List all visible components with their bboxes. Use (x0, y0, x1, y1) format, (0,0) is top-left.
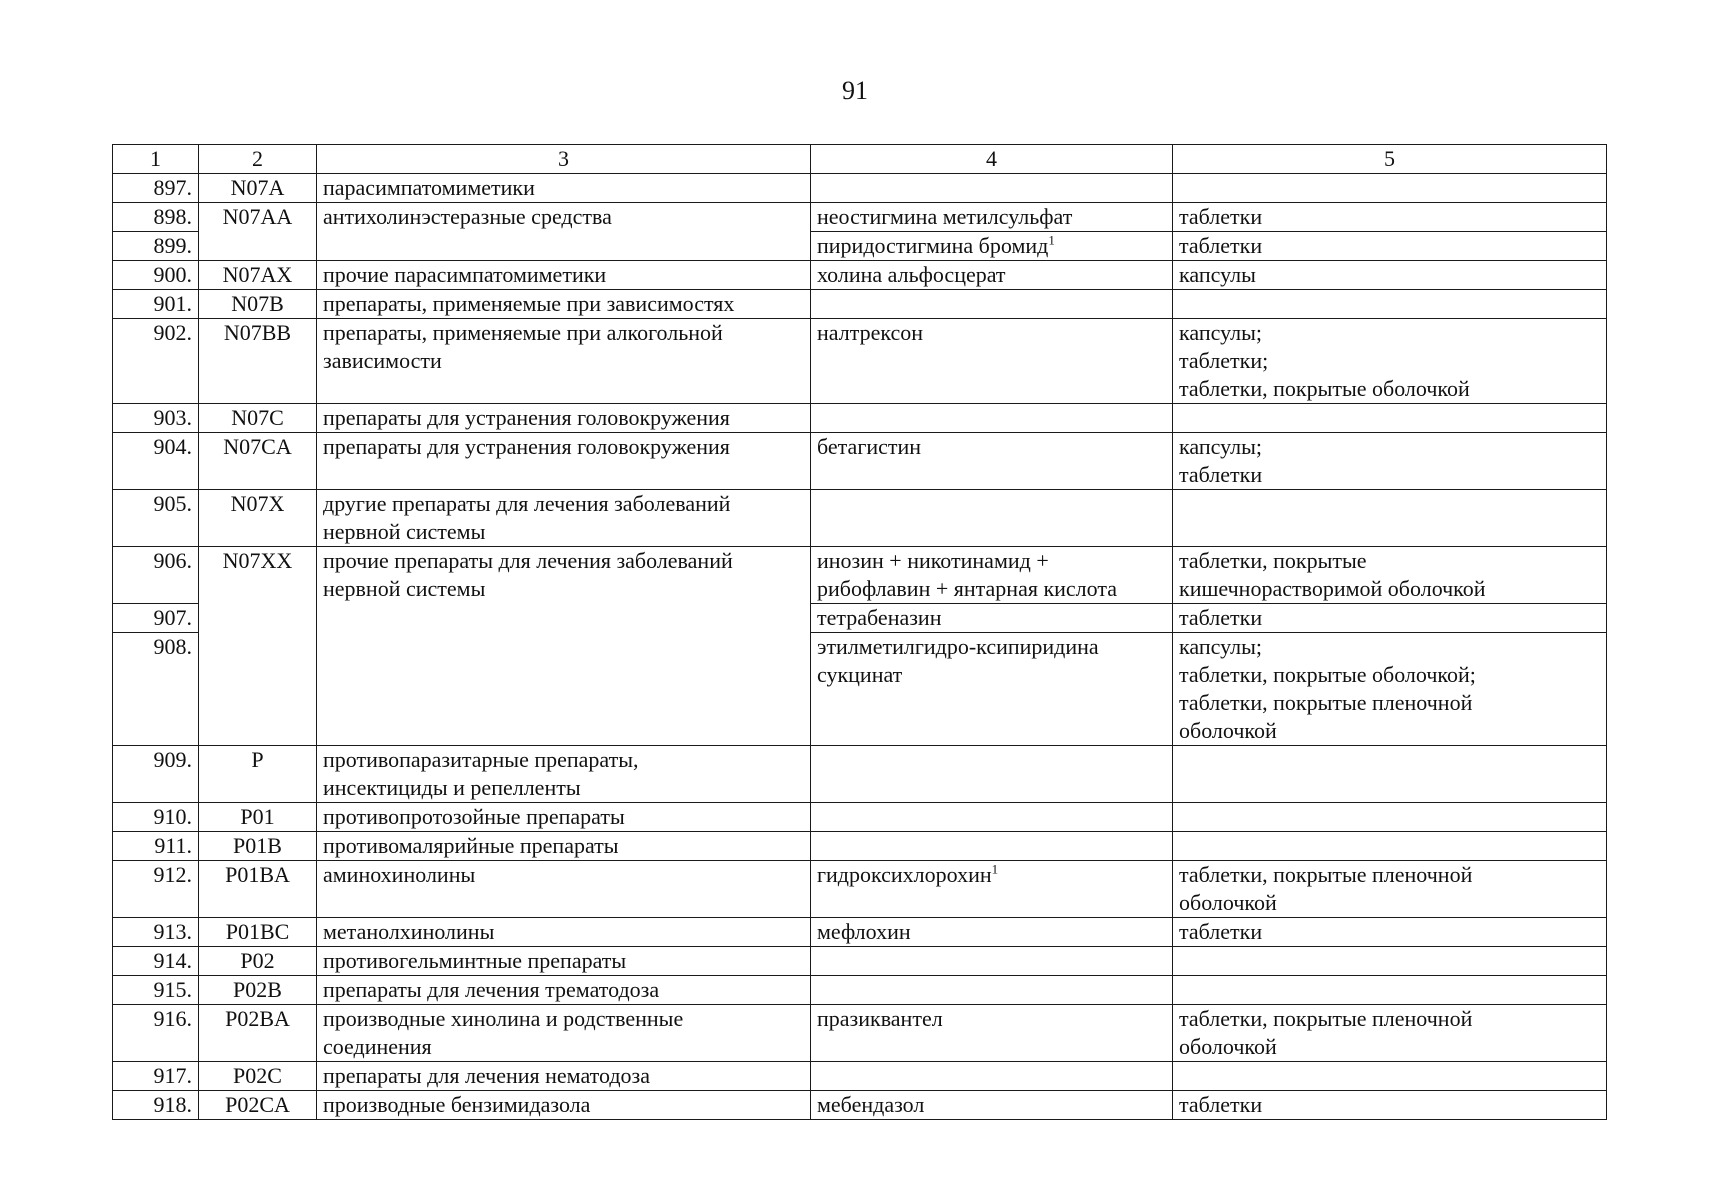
row-number-cell: 905. (113, 490, 199, 547)
row-number-cell: 909. (113, 746, 199, 803)
dosage-form-cell (1173, 1062, 1607, 1091)
drug-name-text: этилметилгидро-ксипиридина сукцинат (817, 634, 1099, 687)
drug-name-text: пиридостигмина бромид (817, 233, 1049, 258)
row-number-cell: 912. (113, 861, 199, 918)
table-row (113, 1005, 1607, 1062)
table-row (113, 832, 1607, 861)
drug-name-cell (811, 1091, 1173, 1120)
pharmacological-group-cell: противопротозойные препараты (317, 803, 811, 832)
pharmacological-group-cell: препараты, применяемые при зависимостях (317, 290, 811, 319)
drug-name-text: инозин + никотинамид + рибофлавин + янтарная кислота (817, 548, 1118, 601)
row-number-cell: 908. (113, 633, 199, 746)
dosage-form-cell: таблетки (1173, 918, 1607, 947)
pharmacological-group-cell: другие препараты для лечения заболеваний нервной системы (317, 490, 811, 547)
table-row (113, 547, 1607, 604)
pharmacological-group-cell: парасимпатомиметики (317, 174, 811, 203)
atc-code-cell: N07BB (199, 319, 317, 404)
table-row (113, 319, 1607, 404)
row-number-cell: 901. (113, 290, 199, 319)
drug-name-cell (811, 404, 1173, 433)
row-number-cell: 899. (113, 232, 199, 261)
column-header-4: 4 (811, 145, 1173, 174)
atc-code-cell: P01BA (199, 861, 317, 918)
row-number-cell: 897. (113, 174, 199, 203)
drug-name-text: холина альфосцерат (817, 262, 1006, 287)
footnote-marker: 1 (1048, 232, 1055, 248)
table-row (113, 947, 1607, 976)
pharmacological-group-cell: противогельминтные препараты (317, 947, 811, 976)
page-number: 91 (842, 76, 868, 105)
dosage-form-cell: таблетки, покрытые кишечнорастворимой оболочкой (1173, 547, 1607, 604)
pharmacological-group-cell: производные бензимидазола (317, 1091, 811, 1120)
dosage-form-cell (1173, 832, 1607, 861)
table-row (113, 203, 1607, 232)
drug-name-cell (811, 319, 1173, 404)
drug-name-text: налтрексон (817, 320, 924, 345)
atc-code-cell: P01B (199, 832, 317, 861)
row-number-cell: 902. (113, 319, 199, 404)
dosage-form-cell (1173, 290, 1607, 319)
row-number-cell: 903. (113, 404, 199, 433)
table-row (113, 261, 1607, 290)
atc-code-cell: P02BA (199, 1005, 317, 1062)
drug-name-cell (811, 174, 1173, 203)
dosage-form-cell: таблетки (1173, 604, 1607, 633)
drug-name-cell (811, 203, 1173, 232)
drug-name-cell (811, 547, 1173, 604)
drug-name-text: тетрабеназин (817, 605, 942, 630)
drug-name-text: бетагистин (817, 434, 922, 459)
pharmacological-group-cell: противопаразитарные препараты, инсектициды и репелленты (317, 746, 811, 803)
atc-code-cell: N07B (199, 290, 317, 319)
column-header-5: 5 (1173, 145, 1607, 174)
atc-code-cell: P01BC (199, 918, 317, 947)
drug-name-text: мебендазол (817, 1092, 925, 1117)
row-number-cell: 911. (113, 832, 199, 861)
row-number-cell: 918. (113, 1091, 199, 1120)
table-row (113, 404, 1607, 433)
table-row (113, 1091, 1607, 1120)
drug-name-cell (811, 861, 1173, 918)
dosage-form-cell (1173, 490, 1607, 547)
table-row (113, 746, 1607, 803)
drug-name-cell (811, 604, 1173, 633)
atc-code-cell: P02CA (199, 1091, 317, 1120)
row-number-cell: 914. (113, 947, 199, 976)
atc-code-cell: P02C (199, 1062, 317, 1091)
drug-name-cell (811, 633, 1173, 746)
pharmacological-group-cell: противомалярийные препараты (317, 832, 811, 861)
dosage-form-cell: таблетки, покрытые пленочной оболочкой (1173, 1005, 1607, 1062)
drug-name-cell (811, 1005, 1173, 1062)
drug-name-text: празиквантел (817, 1006, 943, 1031)
dosage-form-cell: таблетки (1173, 203, 1607, 232)
dosage-form-cell (1173, 976, 1607, 1005)
pharmacological-group-cell: препараты для устранения головокружения (317, 404, 811, 433)
atc-code-cell: N07AA (199, 203, 317, 261)
row-number-cell: 915. (113, 976, 199, 1005)
table-row (113, 290, 1607, 319)
drug-name-cell (811, 803, 1173, 832)
dosage-form-cell (1173, 404, 1607, 433)
dosage-form-cell: таблетки, покрытые пленочной оболочкой (1173, 861, 1607, 918)
row-number-cell: 910. (113, 803, 199, 832)
drug-name-cell (811, 1062, 1173, 1091)
dosage-form-cell: капсулы; таблетки, покрытые оболочкой; таблетки, покрытые пленочной оболочкой (1173, 633, 1607, 746)
column-header-3: 3 (317, 145, 811, 174)
table-row (113, 861, 1607, 918)
row-number-cell: 917. (113, 1062, 199, 1091)
atc-code-cell: N07AX (199, 261, 317, 290)
drug-name-cell (811, 490, 1173, 547)
drug-name-cell (811, 918, 1173, 947)
drug-name-text: гидроксихлорохин (817, 862, 992, 887)
pharmacological-group-cell: прочие парасимпатомиметики (317, 261, 811, 290)
dosage-form-cell: капсулы; таблетки (1173, 433, 1607, 490)
dosage-form-cell: таблетки (1173, 1091, 1607, 1120)
drug-list-table (112, 144, 1607, 1120)
drug-name-cell (811, 232, 1173, 261)
drug-name-cell (811, 261, 1173, 290)
dosage-form-cell (1173, 803, 1607, 832)
table-body (113, 174, 1607, 1120)
dosage-form-cell: таблетки (1173, 232, 1607, 261)
pharmacological-group-cell: прочие препараты для лечения заболеваний нервной системы (317, 547, 811, 746)
atc-code-cell: P02 (199, 947, 317, 976)
column-header-2: 2 (199, 145, 317, 174)
atc-code-cell: N07A (199, 174, 317, 203)
drug-name-cell (811, 832, 1173, 861)
atc-code-cell: P02B (199, 976, 317, 1005)
table-row (113, 433, 1607, 490)
pharmacological-group-cell: препараты, применяемые при алкогольной зависимости (317, 319, 811, 404)
atc-code-cell: P01 (199, 803, 317, 832)
atc-code-cell: N07XX (199, 547, 317, 746)
row-number-cell: 898. (113, 203, 199, 232)
drug-name-cell (811, 976, 1173, 1005)
dosage-form-cell (1173, 746, 1607, 803)
table-header-row (113, 145, 1607, 174)
atc-code-cell: N07CA (199, 433, 317, 490)
drug-name-cell (811, 290, 1173, 319)
footnote-marker: 1 (991, 861, 999, 877)
pharmacological-group-cell: препараты для лечения трематодоза (317, 976, 811, 1005)
column-header-1: 1 (113, 145, 199, 174)
drug-name-cell (811, 433, 1173, 490)
drug-name-cell (811, 746, 1173, 803)
pharmacological-group-cell: производные хинолина и родственные соединения (317, 1005, 811, 1062)
row-number-cell: 907. (113, 604, 199, 633)
table-row (113, 918, 1607, 947)
pharmacological-group-cell: препараты для устранения головокружения (317, 433, 811, 490)
dosage-form-cell: капсулы (1173, 261, 1607, 290)
row-number-cell: 904. (113, 433, 199, 490)
pharmacological-group-cell: аминохинолины (317, 861, 811, 918)
drug-name-text: мефлохин (817, 919, 911, 944)
row-number-cell: 906. (113, 547, 199, 604)
dosage-form-cell (1173, 174, 1607, 203)
table-row (113, 490, 1607, 547)
pharmacological-group-cell: антихолинэстеразные средства (317, 203, 811, 261)
table-row (113, 976, 1607, 1005)
dosage-form-cell: капсулы; таблетки; таблетки, покрытые оболочкой (1173, 319, 1607, 404)
row-number-cell: 913. (113, 918, 199, 947)
table-row (113, 803, 1607, 832)
atc-code-cell: N07C (199, 404, 317, 433)
drug-name-text: неостигмина метилсульфат (817, 204, 1073, 229)
atc-code-cell: N07X (199, 490, 317, 547)
row-number-cell: 916. (113, 1005, 199, 1062)
row-number-cell: 900. (113, 261, 199, 290)
atc-code-cell: P (199, 746, 317, 803)
table-row (113, 1062, 1607, 1091)
pharmacological-group-cell: препараты для лечения нематодоза (317, 1062, 811, 1091)
dosage-form-cell (1173, 947, 1607, 976)
pharmacological-group-cell: метанолхинолины (317, 918, 811, 947)
table-row (113, 174, 1607, 203)
drug-name-cell (811, 947, 1173, 976)
